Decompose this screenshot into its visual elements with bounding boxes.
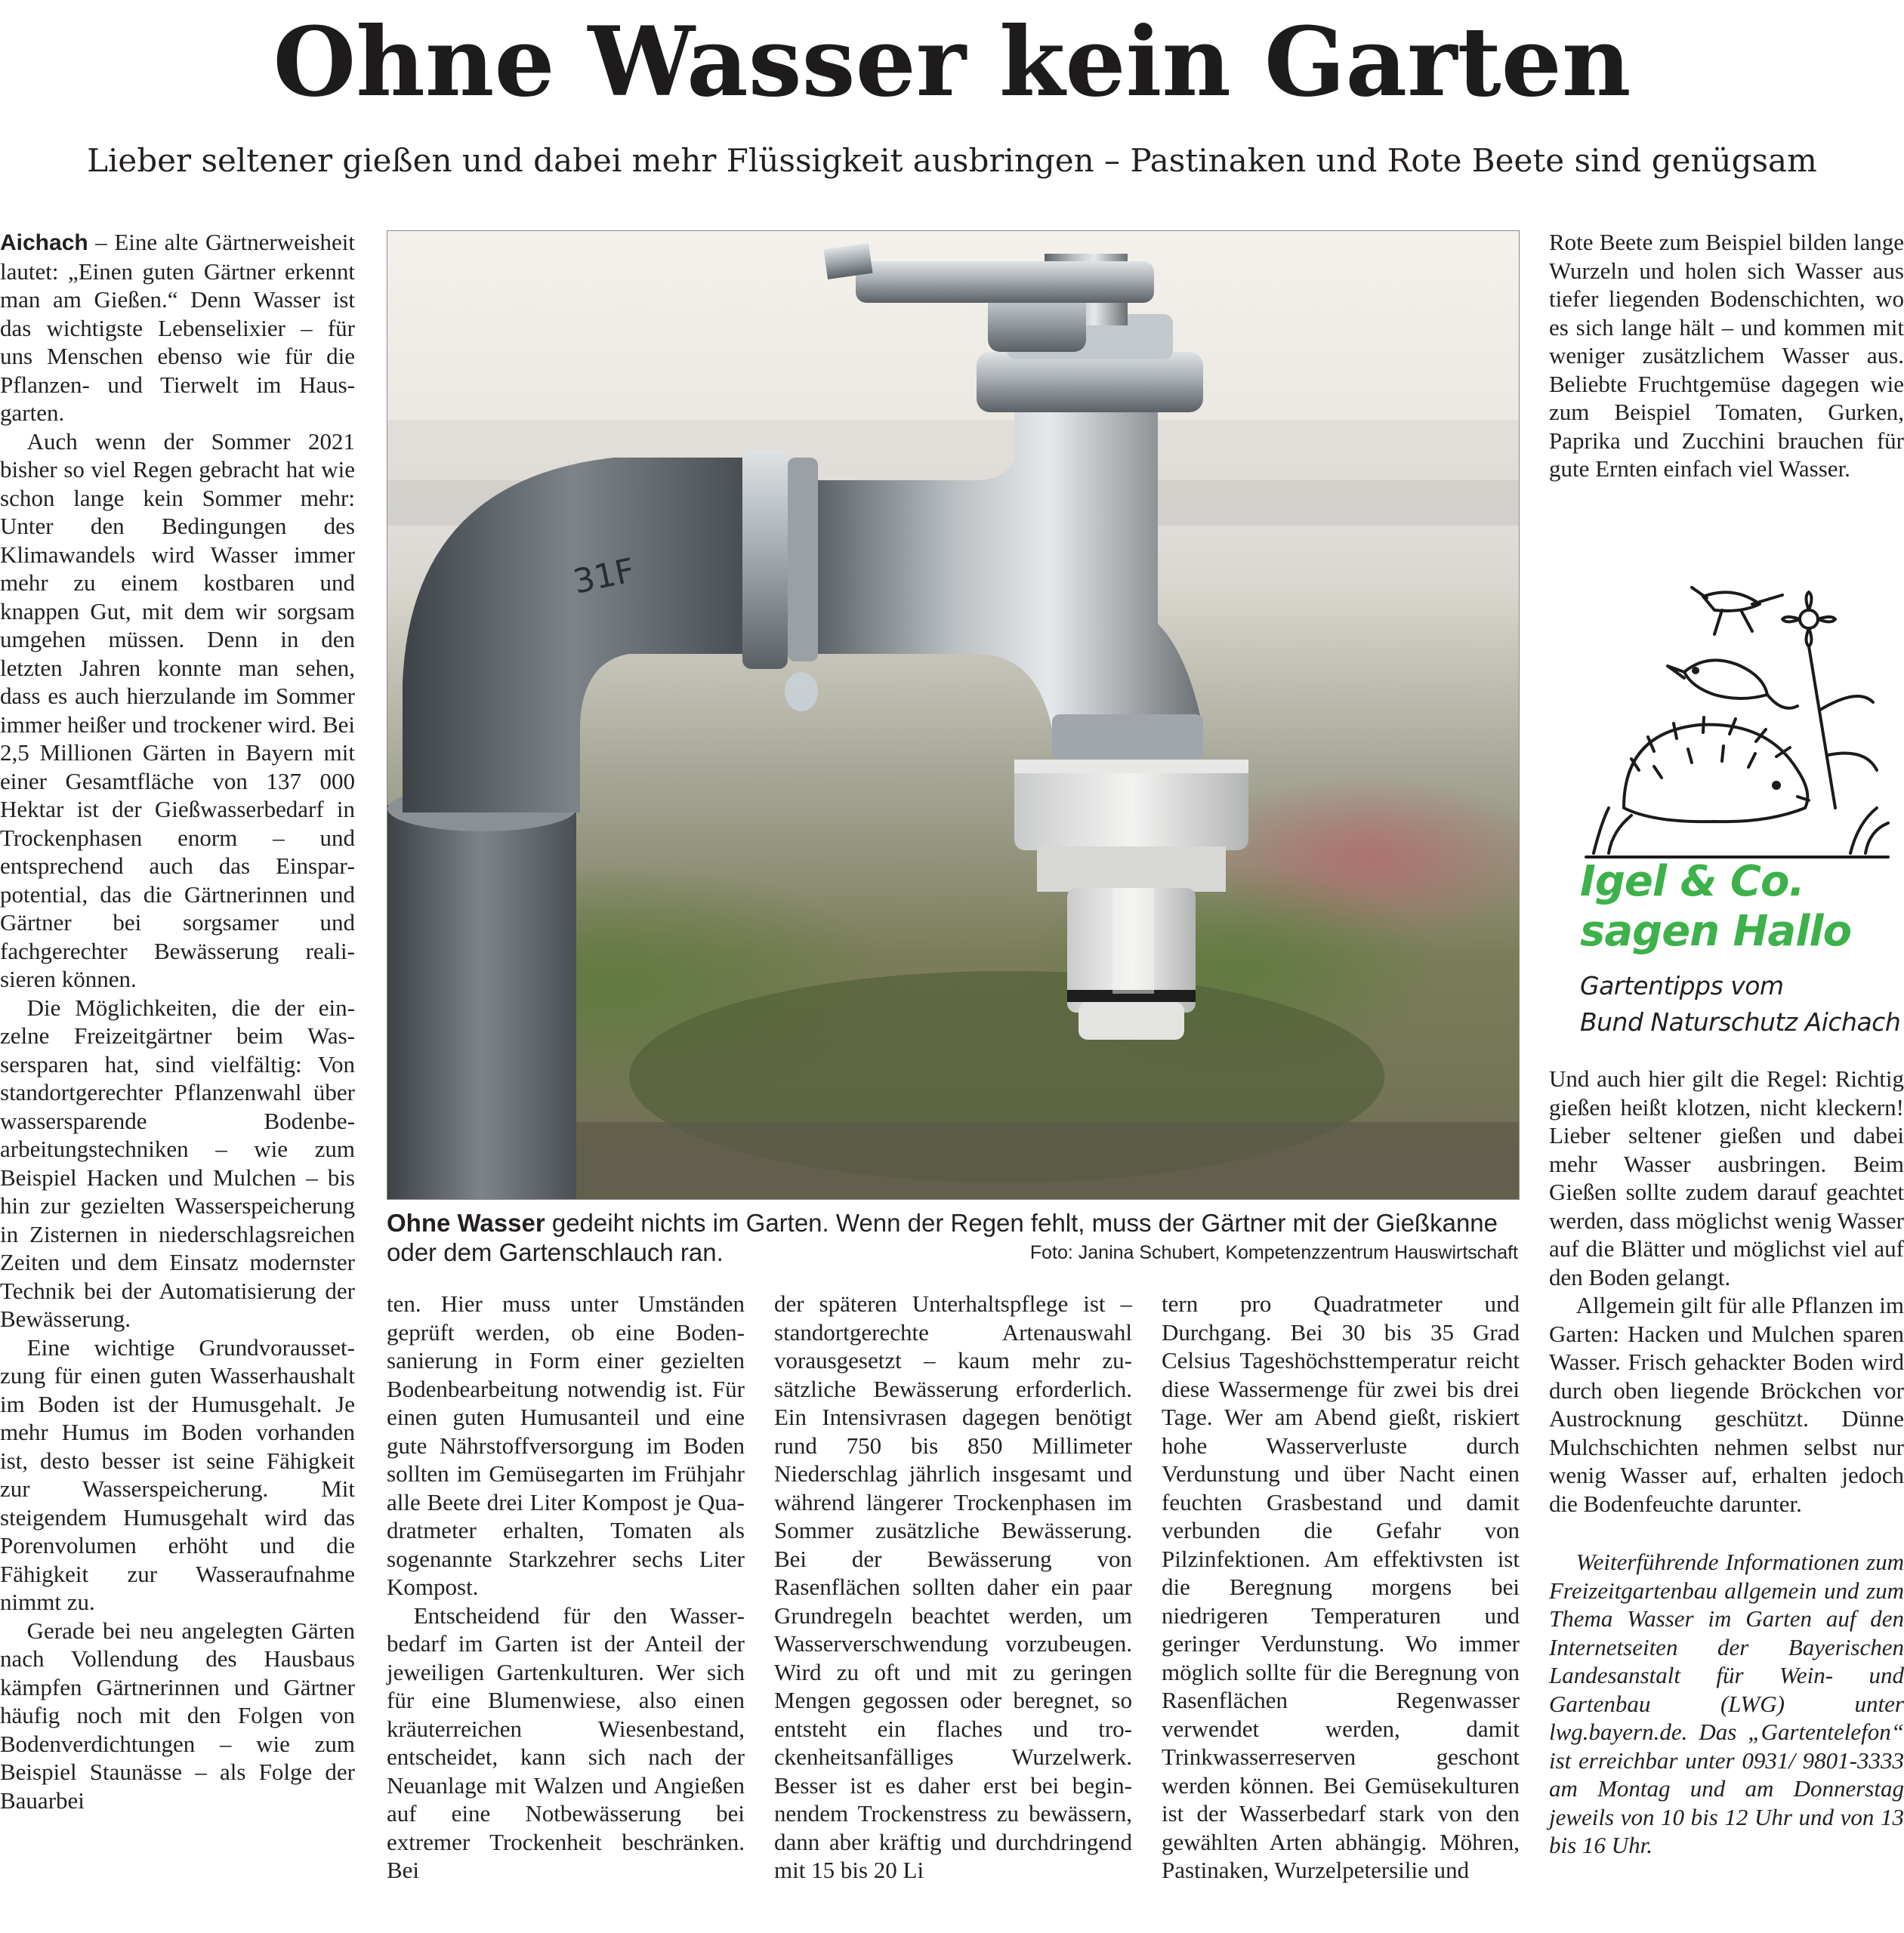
column-box-title-line-1: Igel & Co.: [1580, 857, 1804, 906]
paragraph: Die Möglichkeiten, die der einzelne Freizeitgärtner beim Wassersparen hat, sind vielfältig: Von standortgerechter Pflanzenwahl über wassersparende Bodenbearbeitungstechniken – wie zum Beispiel Hacken und Mulchen – bis hin zur gezielten Wasserspeicherung in Zisternen in niederschlagsreichen Zeiten und dem Einsatz modernster Technik bei der Automatisierung der Bewässerung.: [0, 994, 355, 1332]
column-box-subtitle-line-2: Bund Naturschutz Aichach: [1580, 1007, 1901, 1037]
article-column-5-top: [1549, 228, 1904, 483]
article-column-2: [387, 1290, 745, 1885]
caption-lead: Ohne Wasser: [387, 1209, 545, 1237]
paragraph: Eine wichtige Grundvoraussetzung für einen guten Wasserhaushalt im Boden ist der Humusgehalt. Je mehr Humus im Boden vorhanden ist, desto besser ist seine Fähigkeit zur Wasserspeicherung. Mit steigendem Humusgehalt wird das Porenvolumen erhöht und die Fähigkeit zur Wasseraufnahme nimmt zu.: [0, 1333, 355, 1615]
info-note: [1549, 1548, 1904, 1860]
article-column-5-bottom: [1549, 1065, 1904, 1860]
paragraph-text: – Eine alte Gärtnerweisheit lautet: „Einen guten Gärtner erkennt man am Gießen.“ Denn Wasser ist das wichtigste Lebenselixier – für uns Menschen ebenso wie für die Pflanzen- und Tierwelt im Hausgarten.: [0, 229, 355, 426]
paragraph: Entscheidend für den Wasserbedarf im Garten ist der Anteil der jeweiligen Gartenkulturen. Wer sich für eine Blumenwiese, also einen kräuterreichen Wiesenbestand, entscheidet, kann sich nach der Neuanlage mit Walzen und Angießen auf eine Notbewässerung bei extremer Trockenheit beschränken. Bei: [387, 1602, 745, 1883]
hedgehog-bird-flower-illustration: [1578, 581, 1896, 861]
caption-text: gedeiht nichts im Garten. Wenn der Regen fehlt, muss der Gärtner mit der Gießkanne oder dem Gartenschlauch ran.: [387, 1209, 1498, 1266]
article-photo-water-tap: [387, 230, 1520, 1200]
paragraph: [0, 228, 355, 427]
paragraph: Rote Beete zum Beispiel bilden lange Wurzeln und holen sich Wasser aus tiefer liegenden Bodenschichten, wo es sich lange hält – und kommen mit weniger zusätzlichem Wasser aus. Beliebte Fruchtgemüse dagegen wie zum Beispiel Tomaten, Gurken, Paprika und Zucchini brauchen für gute Ernten einfach viel Wasser.: [1549, 229, 1904, 482]
info-note-text: Weiterführende Informationen zum Freizeitgartenbau allgemein und zum Thema Wasser im Garten auf den Internetseiten der Bayerischen Landesanstalt für Wein- und Gartenbau (LWG) unter lwg.bayern.de. Das „Gartentelefon“ ist erreichbar unter 0931/ 9801-3333 am Montag und am Donnerstag jeweils von 10 bis 12 Uhr und von 13 bis 16 Uhr.: [1549, 1549, 1904, 1858]
column-box-title-line-2: sagen Hallo: [1580, 907, 1852, 956]
paragraph: ten. Hier muss unter Umständen geprüft werden, ob eine Bodensanierung in Form einer gezielten Bodenbearbeitung notwendig ist. Für einen guten Humusanteil und eine gute Nährstoffversorgung im Boden sollten im Gemüsegarten im Frühjahr alle Beete drei Liter Kompost je Quadratmeter erhalten, Tomaten als sogenannte Starkzehrer sechs Liter Kompost.: [387, 1290, 745, 1600]
dateline-location: Aichach: [0, 230, 88, 255]
headline: Ohne Wasser kein Garten: [273, 6, 1631, 118]
column-box-subtitle-line-1: Gartentipps vom: [1580, 971, 1784, 1000]
paragraph: Und auch hier gilt die Regel: Richtig gießen heißt klotzen, nicht kleckern! Lieber seltener gießen und dabei mehr Wasser ausbringen. Beim Gießen sollte zudem darauf geachtet werden, dass möglichst wenig Wasser auf die Blätter und möglichst viel auf den Boden gelangt.: [1549, 1065, 1904, 1290]
column-box-title: [1580, 857, 1904, 957]
paragraph: Auch wenn der Sommer 2021 bisher so viel Regen gebracht hat wie schon lange kein Sommer mehr: Unter den Bedingungen des Klimawandels wird Wasser immer mehr zu einem kostbaren und knappen Gut, mit dem wir sorgsam umgehen müssen. Denn in den letzten Jahren konnte man sehen, dass es auch hierzulande im Sommer immer heißer und trockener wird. Bei 2,5 Millionen Gärten in Bayern mit einer Gesamtfläche von 137 000 Hektar ist der Gießwasserbedarf in Trockenphasen enorm – und entsprechend auch das Einsparpotential, das die Gärtnerinnen und Gärtner bei sorgsamer und fachgerechter Bewässerung realisieren können.: [0, 427, 355, 992]
article-column-4: [1162, 1290, 1520, 1885]
photo-credit: Foto: Janina Schubert, Kompetenzzentrum Hauswirtschaft: [1029, 1242, 1518, 1263]
subheadline: Lieber seltener gießen und dabei mehr Flüssigkeit ausbringen – Pastinaken und Rote Beete sind genügsam: [87, 142, 1817, 179]
column-box-subtitle: [1580, 968, 1904, 1040]
article-column-1: [0, 228, 355, 1814]
tap-engraving: 31F: [569, 550, 638, 602]
paragraph: Gerade bei neu angelegten Gärten nach Vollendung des Hausbaus kämpfen Gärtnerinnen und Gärtner häufig noch mit den Folgen von Bodenverdichtungen – wie zum Beispiel Staunässe – als Folge der Bauarbei: [0, 1617, 355, 1814]
paragraph: Allgemein gilt für alle Pflanzen im Garten: Hacken und Mulchen sparen Wasser. Frisch gehackter Boden wird durch oben liegende Bröckchen vor Austrocknung geschützt. Dünne Mulchschichten nehmen selbst nur wenig Wasser auf, erhalten jedoch die Bodenfeuchte darunter.: [1549, 1292, 1904, 1517]
paragraph: tern pro Quadratmeter und Durchgang. Bei 30 bis 35 Grad Celsius Tageshöchsttemperatur reicht diese Wassermenge für zwei bis drei Tage. Wer am Abend gießt, riskiert hohe Wasserverluste durch Verdunstung und über Nacht einen feuchten Grasbestand und damit verbunden die Gefahr von Pilzinfektionen. Am effektivsten ist die Beregnung morgens bei niedrigeren Temperaturen und geringer Verdunstung. Wo immer möglich sollte für die Beregnung von Rasenflächen Regenwasser verwendet werden, damit Trinkwasserreserven geschont werden können. Bei Gemüsekulturen ist der Wasserbedarf stark von den gewählten Arten abhängig. Möhren, Pastinaken, Wurzelpetersilie und: [1162, 1290, 1520, 1883]
paragraph: der späteren Unterhaltspflege ist – standortgerechte Artenauswahl vorausgesetzt – kaum mehr zusätzliche Bewässerung erforderlich. Ein Intensivrasen dagegen benötigt rund 750 bis 850 Millimeter Niederschlag jährlich insgesamt und während längerer Trockenphasen im Sommer zusätzliche Bewässerung. Bei der Bewässerung von Rasenflächen sollten daher ein paar Grundregeln beachtet werden, um Wasserverschwendung vorzubeugen. Wird zu oft und mit zu geringen Mengen gegossen oder beregnet, so entsteht ein flaches und trockenheitsanfälliges Wurzelwerk. Besser ist es daher erst bei beginnendem Trockenstress zu bewässern, dann aber kräftig und durchdringend mit 15 bis 20 Li: [774, 1290, 1132, 1883]
article-column-3: [774, 1290, 1132, 1885]
